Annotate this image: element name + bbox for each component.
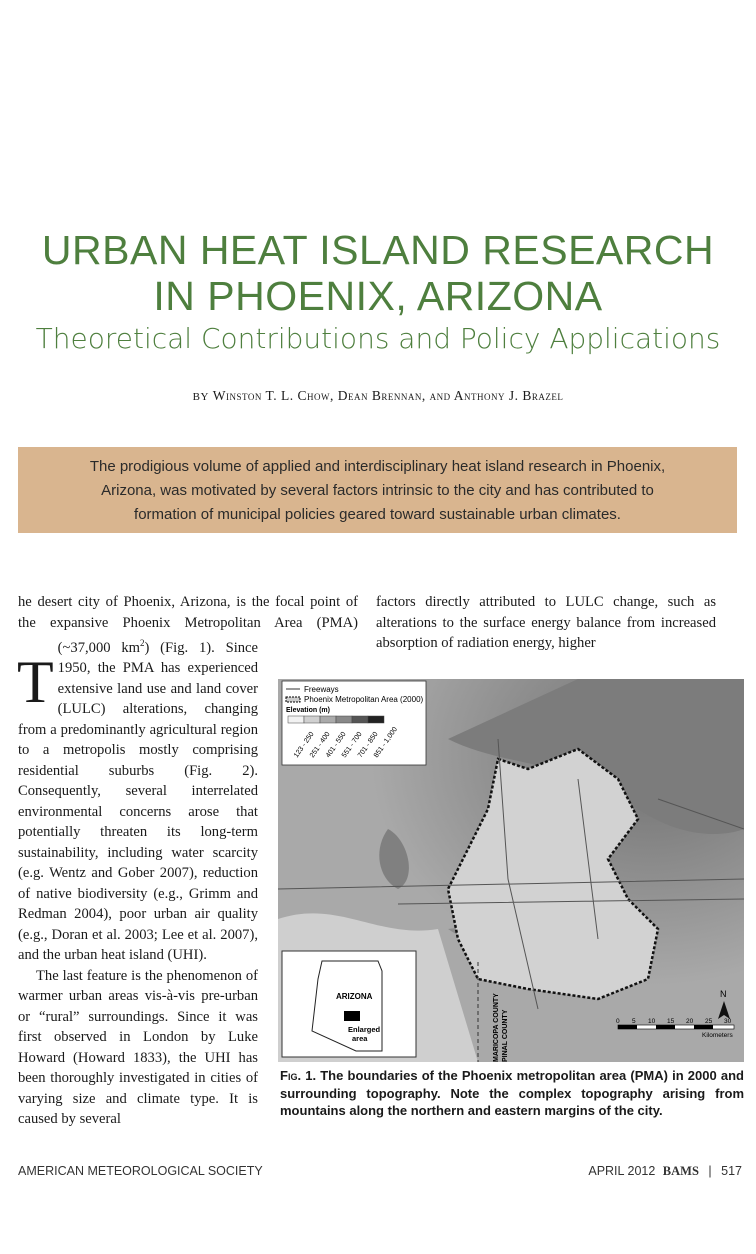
figure-map — [278, 679, 744, 1062]
scale-unit: Kilometers — [702, 1032, 733, 1039]
byline-by: BY — [192, 391, 209, 403]
elev-class-5: 701 - 850 — [356, 730, 380, 760]
elev-class-3: 401 - 550 — [324, 730, 348, 760]
footer-journal: BAMS — [662, 1164, 699, 1178]
inset-map — [282, 951, 416, 1057]
abstract-line-2: Arizona, was motivated by several factors intrinsic to the city and has contributed to — [101, 482, 654, 499]
inset-enlarged-label: Enlarged — [348, 1025, 381, 1034]
inset-area-label: area — [352, 1034, 368, 1043]
drop-cap: T — [17, 649, 54, 715]
legend-pma: Phoenix Metropolitan Area (2000) — [304, 695, 424, 704]
elev-class-6: 851 - 1,000 — [372, 726, 399, 760]
elev-class-4: 551 - 700 — [340, 730, 364, 760]
abstract-line-1: The prodigious volume of applied and interdisciplinary heat island research in Phoenix, — [89, 458, 666, 475]
figure-caption — [280, 1067, 744, 1120]
inset-state-label: ARIZONA — [336, 992, 373, 1001]
paragraph-1-sup: 2 — [140, 638, 145, 648]
paragraph-1-b: ) (Fig. 1). Since 1950, the PMA has experienced extensive land use and land cover (LULC) alterations, changing from a predominantly agricultural region to a metropolis mostly comprising residential suburbs (Fig. 2). Consequently, several interrelated environmental concerns arose that potentially threaten its long-term sustainability, including water scarcity (e.g. Wentz and Gober 2007), reduction of native biodiversity (e.g., Grimm and Redman 2004), poor urban air quality (e.g., Doran et al. 2003; Lee et al. 2007), and the urban heat island (UHI). — [18, 639, 259, 964]
abstract-box — [18, 447, 737, 533]
elev-class-1: 123 - 250 — [292, 730, 316, 760]
subtitle: Theoretical Contributions and Policy Applications — [35, 322, 721, 355]
abstract-line-3: formation of municipal policies geared toward sustainable urban climates. — [134, 506, 621, 523]
paragraph-1-a: he desert city of Phoenix, Arizona, is the focal point of the expansive Phoenix Metropolitan Area (PMA) (~37,000 km — [18, 594, 358, 656]
county-maricopa-label: MARICOPA COUNTY — [493, 993, 500, 1062]
scale-tick-15: 15 — [667, 1018, 675, 1025]
scale-tick-0: 0 — [616, 1018, 620, 1025]
paragraph-2: The last feature is the phenomenon of warmer urban areas vis-à-vis pre-urban or “rural” surroundings. Since it was first observed in London by Luke Howard (Howard 1833), the UHI has been thoroughly investigated in cities of varying size and climate type. It is caused by several — [18, 967, 258, 1128]
legend-freeways: Freeways — [304, 685, 339, 694]
scale-tick-10: 10 — [648, 1018, 656, 1025]
elev-class-2: 251 - 400 — [308, 730, 332, 760]
byline — [0, 388, 756, 404]
map-svg — [278, 679, 744, 1062]
footer-society: AMERICAN METEOROLOGICAL SOCIETY — [18, 1164, 263, 1178]
body-column-2: factors directly attributed to LULC change, such as alterations to the surface energy balance from increased absorption of radiation energy, higher — [376, 594, 716, 651]
map-legend — [282, 681, 426, 765]
footer-page: 517 — [721, 1164, 742, 1178]
scale-tick-20: 20 — [686, 1018, 694, 1025]
title-line-1: URBAN HEAT ISLAND RESEARCH — [41, 227, 715, 273]
scale-tick-5: 5 — [632, 1018, 636, 1025]
enlarged-area-box — [344, 1011, 360, 1021]
footer-right — [588, 1164, 742, 1179]
byline-authors: Winston T. L. Chow, Dean Brennan, and Anthony J. Brazel — [212, 388, 564, 403]
footer-separator: | — [708, 1164, 712, 1178]
caption-label: Fig. 1. — [280, 1068, 317, 1083]
title-line-2: IN PHOENIX, ARIZONA — [153, 273, 603, 319]
scale-tick-30: 30 — [724, 1018, 732, 1025]
caption-text: The boundaries of the Phoenix metropolitan area (PMA) in 2000 and surrounding topography. Note the complex topography arising from mountains along the northern and eastern margins of the city. — [280, 1068, 744, 1118]
footer-date: APRIL 2012 — [588, 1164, 656, 1178]
county-pinal-label: PINAL COUNTY — [502, 1009, 509, 1062]
scale-tick-25: 25 — [705, 1018, 713, 1025]
legend-elevation: Elevation (m) — [286, 707, 330, 714]
north-label: N — [720, 989, 727, 999]
